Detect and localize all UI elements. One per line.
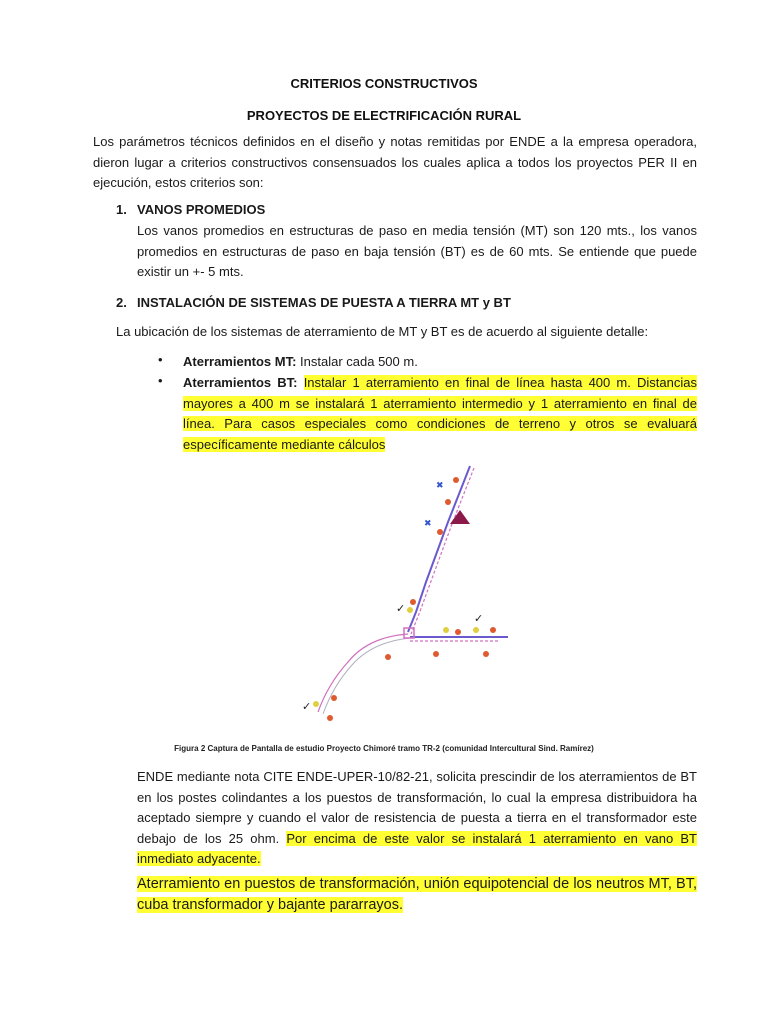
section-2-heading: INSTALACIÓN DE SISTEMAS DE PUESTA A TIERRA MT y BT [137,295,511,310]
intro-paragraph: Los parámetros técnicos definidos en el diseño y notas remitidas por ENDE a la empresa operadora, dieron lugar a criterios constructivos consensuados los cuales aplica a todos los proyectos PER II en ejecución, estos criterios son: [93,134,697,190]
bullet-dot: • [158,373,163,388]
check-icon: ✓ [474,612,484,625]
house-icon [445,499,451,505]
section-1-heading: VANOS PROMEDIOS [137,202,266,217]
house-icon [437,529,443,535]
house-icon [433,651,439,657]
check-icon: ✓ [396,602,406,615]
pole-icon [443,627,449,633]
bullet-bt [183,373,697,455]
bullet-mt [183,352,697,373]
figure-caption: Figura 2 Captura de Pantalla de estudio Proyecto Chimoré tramo TR-2 (comunidad Intercultural Sind. Ramírez) [174,744,594,753]
house-icon [453,477,459,483]
document-title: CRITERIOS CONSTRUCTIVOS [290,76,478,91]
house-icon [331,695,337,701]
bullet-bt-label: Aterramientos BT: [183,375,298,390]
house-icon [410,599,416,605]
ende-paragraph [137,767,697,870]
final-paragraph [137,874,697,915]
section-2-intro: La ubicación de los sistemas de aterramiento de MT y BT es de acuerdo al siguiente detalle: [116,324,649,339]
house-icon [455,629,461,635]
bullet-dot: • [158,352,163,367]
house-icon [385,654,391,660]
cross-marker-icon: ✖ [424,519,432,529]
bullet-mt-label: Aterramientos MT: [183,354,297,369]
section-1-body: Los vanos promedios en estructuras de paso en media tensión (MT) son 120 mts., los vanos promedios en estructuras de paso en baja tensión (BT) es de 60 mts. Se entiende que puede existir un +- 5 mts. [137,223,697,279]
section-2-number: 2. [116,295,127,310]
house-icon [490,627,496,633]
house-icon [483,651,489,657]
ende-paragraph-highlight: Por encima de este valor se instalará 1 aterramiento en vano BT inmediato adyacente. [137,830,697,866]
cross-marker-icon: ✖ [436,481,444,491]
check-icon: ✓ [302,700,312,713]
pole-icon [407,607,413,613]
bullet-mt-text: Instalar cada 500 m. [296,354,418,369]
pole-icon [473,627,479,633]
pole-icon [313,701,319,707]
ende-paragraph-text: ENDE mediante nota CITE ENDE-UPER-10/82-21, solicita prescindir de los aterramientos de BT en los postes colindantes a los puestos de transformación, lo cual la empresa distribuidora ha aceptado siempre y cuando el valor de resistencia de puesta a tierra en el transformador este debajo de los 25 ohm. [137,769,697,846]
bullet-bt-text-highlighted: Instalar 1 aterramiento en final de línea hasta 400 m. Distancias mayores a 400 m se instalará 1 aterramiento intermedio y 1 aterramiento en final de línea. Para casos especiales como condiciones de terreno y otros se evaluará específicamente mediante cálculos [183,375,697,452]
section-1-number: 1. [116,202,127,217]
document-subtitle: PROYECTOS DE ELECTRIFICACIÓN RURAL [246,108,522,123]
house-icon [327,715,333,721]
final-paragraph-highlight: Aterramiento en puestos de transformación, unión equipotencial de los neutros MT, BT, cuba transformador y bajante pararrayos. [137,876,697,913]
network-map-figure [298,462,512,726]
